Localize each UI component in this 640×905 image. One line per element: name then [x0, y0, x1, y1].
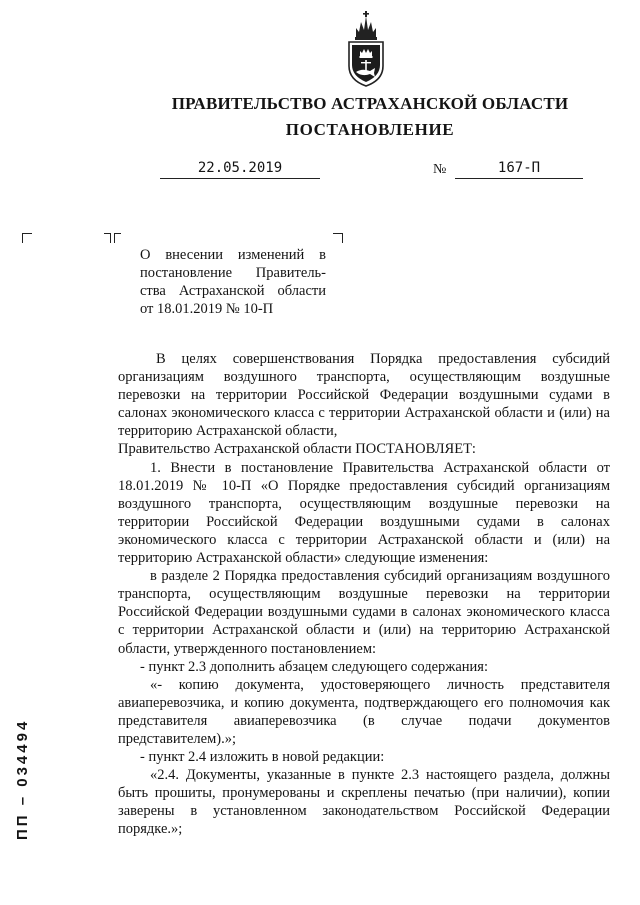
organization-title: ПРАВИТЕЛЬСТВО АСТРАХАНСКОЙ ОБЛАСТИ	[171, 94, 569, 113]
form-serial-number: ПП – 034494	[14, 718, 31, 840]
subject-line: постановление Правитель-	[140, 265, 326, 281]
body-paragraph: «2.4. Документы, указанные в пункте 2.3 настоящего раздела, должны быть прошиты, пронумерованы и скреплены печатью (при наличии), копии заверены в установленном законодательством Российской Федерации порядке.»;	[118, 767, 610, 838]
body-paragraph: В целях совершенствования Порядка предоставления субсидий организациям воздушного транспорта, осуществляющим воздушные перевозки на территории Российской Федерации воздушными судами в салонах экономического класса с территории Астраханской области и (или) на территорию Астраханской области,	[118, 351, 610, 440]
body-paragraph: - пункт 2.4 изложить в новой редакции:	[140, 749, 385, 766]
body-paragraph: Правительство Астраханской области ПОСТАНОВЛЯЕТ:	[118, 441, 476, 458]
body-paragraph: 1. Внести в постановление Правительства Астраханской области от 18.01.2019 № 10-П «О Порядке предоставления субсидий организациям воздушного транспорта, осуществляющим воздушные перевозки на территории Российской Федерации воздушными судами в салонах экономического класса с территории Астраханской области и (или) на территорию Астраханской области» следующие изменения:	[118, 459, 610, 567]
subject-line: от 18.01.2019 № 10-П	[140, 301, 274, 317]
document-number: 167-П	[455, 160, 583, 179]
body-paragraph: в разделе 2 Порядка предоставления субсидий организациям воздушного транспорта, осуществляющим воздушные перевозки на территории Российской Федерации воздушными судами в салонах экономического класса с территории Астраханской области и (или) на территорию Астраханской области, утвержденного постановлением:	[118, 568, 610, 657]
body-paragraph: «- копию документа, удостоверяющего личность представителя авиаперевозчика, и копию документа, подтверждающего его полномочия как представителя авиаперевозчика (в случае подачи документов представителем).»;	[118, 676, 610, 747]
subject-line: О внесении изменений в	[140, 247, 326, 263]
body-paragraph: - пункт 2.3 дополнить абзацем следующего содержания:	[140, 658, 488, 675]
document-body	[118, 350, 610, 839]
corner-mark	[104, 233, 111, 243]
document-subject	[140, 246, 326, 318]
coat-of-arms-icon	[344, 8, 388, 88]
corner-mark	[114, 233, 121, 243]
corner-mark	[22, 233, 32, 243]
number-sign: №	[433, 162, 447, 177]
corner-mark	[333, 233, 343, 243]
document-type: ПОСТАНОВЛЕНИЕ	[285, 120, 455, 139]
subject-line: ства Астраханской области	[140, 283, 326, 299]
document-date: 22.05.2019	[160, 160, 320, 179]
